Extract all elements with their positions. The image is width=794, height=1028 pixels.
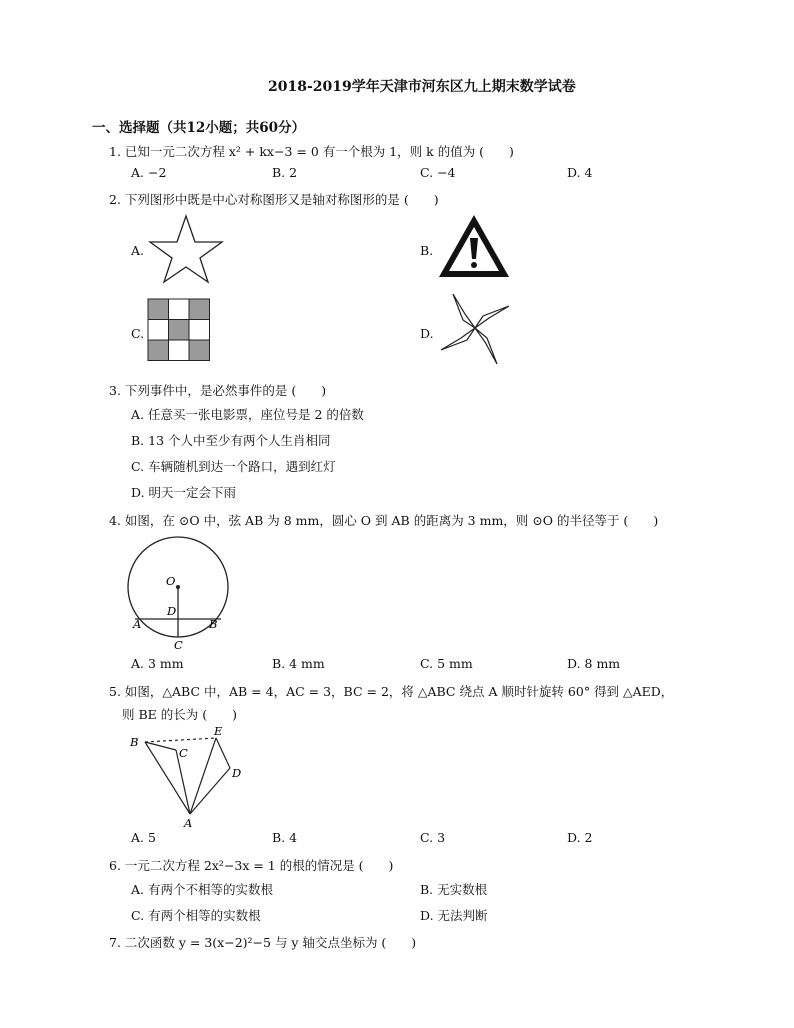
- q5-option-c: C. 3: [420, 830, 446, 845]
- label-e: E: [214, 724, 223, 738]
- q3-option-d: D. 明天一定会下雨: [131, 485, 237, 500]
- q2-option-b: B.: [420, 243, 434, 258]
- question-3-stem: 3. 下列事件中，是必然事件的是 ( ): [109, 383, 327, 398]
- label-c: C: [174, 638, 183, 652]
- label-o: O: [166, 574, 176, 588]
- star-icon: [148, 212, 224, 284]
- q1-option-b: B. 2: [272, 165, 298, 180]
- q5-option-b: B. 4: [272, 830, 298, 845]
- q4-option-b: B. 4 mm: [272, 656, 325, 671]
- label-c: C: [179, 746, 188, 760]
- q2-option-c: C.: [131, 326, 145, 341]
- question-5-stem-line2: 则 BE 的长为 ( ): [122, 707, 237, 722]
- circle-chord-figure: [124, 533, 234, 651]
- section-heading: 一、选择题（共12小题；共60分）: [92, 120, 306, 136]
- question-5-stem-line1: 5. 如图，△ABC 中，AB = 4，AC = 3，BC = 2，将 △ABC 绕点 A 顺时针旋转 60° 得到 △AED，: [109, 684, 674, 699]
- q3-option-c: C. 车辆随机到达一个路口，遇到红灯: [131, 459, 336, 474]
- q1-option-c: C. −4: [420, 165, 456, 180]
- q5-option-a: A. 5: [131, 830, 156, 845]
- exam-title: 2018-2019学年天津市河东区九上期末数学试卷: [268, 79, 576, 95]
- question-2-stem: 2. 下列图形中既是中心对称图形又是轴对称图形的是 ( ): [109, 192, 439, 207]
- label-d: D: [167, 604, 177, 618]
- question-1-stem: 1. 已知一元二次方程 x² + kx−3 = 0 有一个根为 1，则 k 的值为 ( ): [109, 144, 514, 159]
- question-4-stem: 4. 如图，在 ⊙O 中，弦 AB 为 8 mm，圆心 O 到 AB 的距离为 3 mm，则 ⊙O 的半径等于 ( ): [109, 513, 659, 528]
- question-6-stem: 6. 一元二次方程 2x²−3x = 1 的根的情况是 ( ): [109, 858, 394, 873]
- label-b: B: [209, 617, 218, 631]
- q6-option-b: B. 无实数根: [420, 882, 488, 897]
- q4-option-d: D. 8 mm: [567, 656, 621, 671]
- label-d: D: [232, 766, 242, 780]
- label-a: A: [184, 816, 193, 830]
- question-7-stem: 7. 二次函数 y = 3(x−2)²−5 与 y 轴交点坐标为 ( ): [109, 935, 417, 950]
- label-a: A: [133, 617, 142, 631]
- q3-option-b: B. 13 个人中至少有两个人生肖相同: [131, 433, 331, 448]
- q6-option-c: C. 有两个相等的实数根: [131, 908, 261, 923]
- q6-option-d: D. 无法判断: [420, 908, 488, 923]
- q4-option-c: C. 5 mm: [420, 656, 473, 671]
- q1-option-d: D. 4: [567, 165, 593, 180]
- pinwheel-icon: [439, 292, 511, 368]
- q4-option-a: A. 3 mm: [131, 656, 184, 671]
- q2-option-a: A.: [131, 243, 145, 258]
- checkerboard-icon: [147, 298, 211, 362]
- q5-option-d: D. 2: [567, 830, 593, 845]
- warning-triangle-icon: [437, 212, 511, 280]
- q2-option-d: D.: [420, 326, 434, 341]
- rotated-triangle-figure: [126, 724, 248, 828]
- q6-option-a: A. 有两个不相等的实数根: [131, 882, 273, 897]
- q3-option-a: A. 任意买一张电影票，座位号是 2 的倍数: [131, 407, 364, 422]
- q1-option-a: A. −2: [131, 165, 167, 180]
- label-b: B: [130, 735, 139, 749]
